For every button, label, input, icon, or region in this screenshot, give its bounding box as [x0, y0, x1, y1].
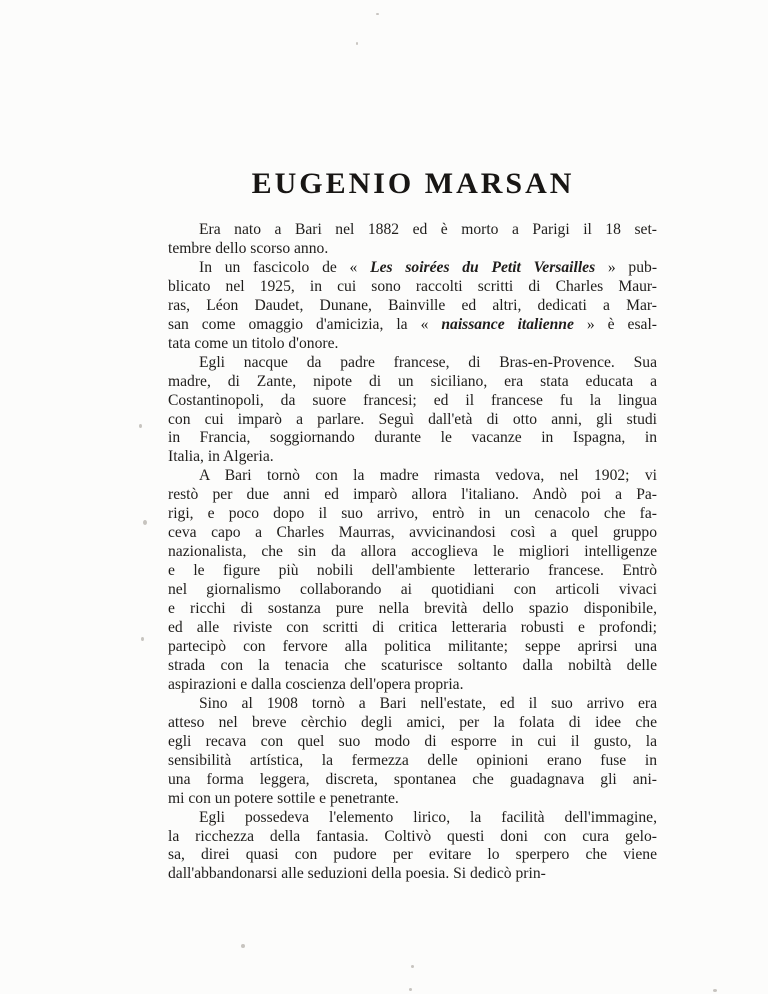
text-line: Costantinopoli, da suore francesi; ed il francese fu la lingua	[168, 391, 657, 409]
text-line: in Francia, soggiornando durante le vacanze in Ispagna, in	[168, 429, 657, 447]
text-line: con cui imparò a parlare. Seguì dall'età di otto anni, gli studi	[168, 410, 657, 428]
text-line: e le figure più nobili dell'ambiente letterario francese. Entrò	[168, 562, 657, 580]
text-run: » pub-	[595, 258, 658, 276]
paragraph	[168, 809, 657, 885]
text-line	[168, 259, 657, 278]
scan-speck	[241, 944, 245, 948]
text-line: dall'abbandonarsi alle seduzioni della poesia. Si dedicò prin-	[168, 865, 546, 883]
text-line: nel giornalismo collaborando ai quotidiani con articoli vivaci	[168, 581, 657, 599]
page-title: EUGENIO MARSAN	[251, 167, 575, 200]
text-run: san come omaggio d'amicizia, la «	[168, 315, 442, 333]
scan-speck	[713, 989, 717, 992]
text-line: tata come un titolo d'onore.	[168, 334, 339, 352]
text-run: In un fascicolo de «	[199, 258, 371, 276]
paragraph	[168, 221, 657, 259]
text-run: » è esal-	[573, 315, 657, 333]
scan-speck	[139, 424, 142, 428]
text-line: tembre dello scorso anno.	[168, 239, 329, 257]
paragraph	[168, 354, 657, 468]
text-line: Italia, in Algeria.	[168, 448, 274, 466]
body-text	[168, 221, 657, 884]
text-line: partecipò con fervore alla politica militante; seppe aprirsi una	[168, 637, 657, 655]
text-line: Sino al 1908 tornò a Bari nell'estate, ed il suo arrivo era	[199, 694, 657, 712]
text-line: Egli nacque da padre francese, di Bras-en-Provence. Sua	[199, 353, 657, 371]
text-line: sa, direi quasi con pudore per evitare lo sperpero che viene	[168, 846, 657, 864]
text-line: Era nato a Bari nel 1882 ed è morto a Parigi il 18 set-	[199, 221, 657, 238]
italic-run: Les soirées du Petit Versailles	[370, 258, 596, 276]
paragraph	[168, 467, 657, 694]
text-line: nazionalista, che sin da allora accoglieva le migliori intelligenze	[168, 543, 657, 561]
scan-speck	[141, 637, 144, 641]
text-line: blicato nel 1925, in cui sono raccolti scritti di Charles Maur-	[168, 277, 657, 295]
text-line: restò per due anni ed imparò allora l'italiano. Andò poi a Pa-	[168, 486, 657, 504]
text-line: mi con un potere sottile e penetrante.	[168, 789, 399, 807]
scan-speck	[411, 965, 414, 968]
scan-speck	[356, 42, 358, 45]
text-line: ed alle riviste con scritti di critica letteraria robusti e profondi;	[168, 619, 657, 637]
text-line: sensibilità artística, la fermezza delle opinioni erano fuse in	[168, 751, 657, 769]
scan-speck	[143, 520, 147, 525]
text-line: egli recava con quel suo modo di esporre in cui il gusto, la	[168, 732, 657, 750]
scan-speck	[376, 13, 379, 15]
text-line: rigi, e poco dopo il suo arrivo, entrò in un cenacolo che fa-	[168, 505, 657, 523]
scan-speck	[409, 988, 412, 991]
text-line: madre, di Zante, nipote di un siciliano, era stata educata a	[168, 372, 657, 390]
text-line: A Bari tornò con la madre rimasta vedova, nel 1902; vi	[199, 467, 657, 485]
italic-run: naissance italienne	[441, 315, 574, 333]
paragraph	[168, 259, 657, 354]
text-line: la ricchezza della fantasia. Coltivò questi doni con cura gelo-	[168, 827, 657, 845]
text-line: Egli possedeva l'elemento lirico, la facilità dell'immagine,	[199, 808, 657, 826]
text-line: ras, Léon Daudet, Dunane, Bainville ed altri, dedicati a Mar-	[168, 296, 657, 314]
text-line: atteso nel breve cèrchio degli amici, per la folata di idee che	[168, 713, 657, 731]
text-line: aspirazioni e dalla coscienza dell'opera propria.	[168, 675, 464, 693]
text-line: e ricchi di sostanza pure nella brevità dello spazio disponibile,	[168, 600, 657, 618]
text-line: strada con la tenacia che scaturisce soltanto dalla nobiltà delle	[168, 656, 657, 674]
text-line: ceva capo a Charles Maurras, avvicinandosi così a quel gruppo	[168, 524, 657, 542]
paragraph	[168, 695, 657, 809]
text-line	[168, 316, 657, 335]
text-line: una forma leggera, discreta, spontanea che guadagnava gli ani-	[168, 770, 657, 788]
